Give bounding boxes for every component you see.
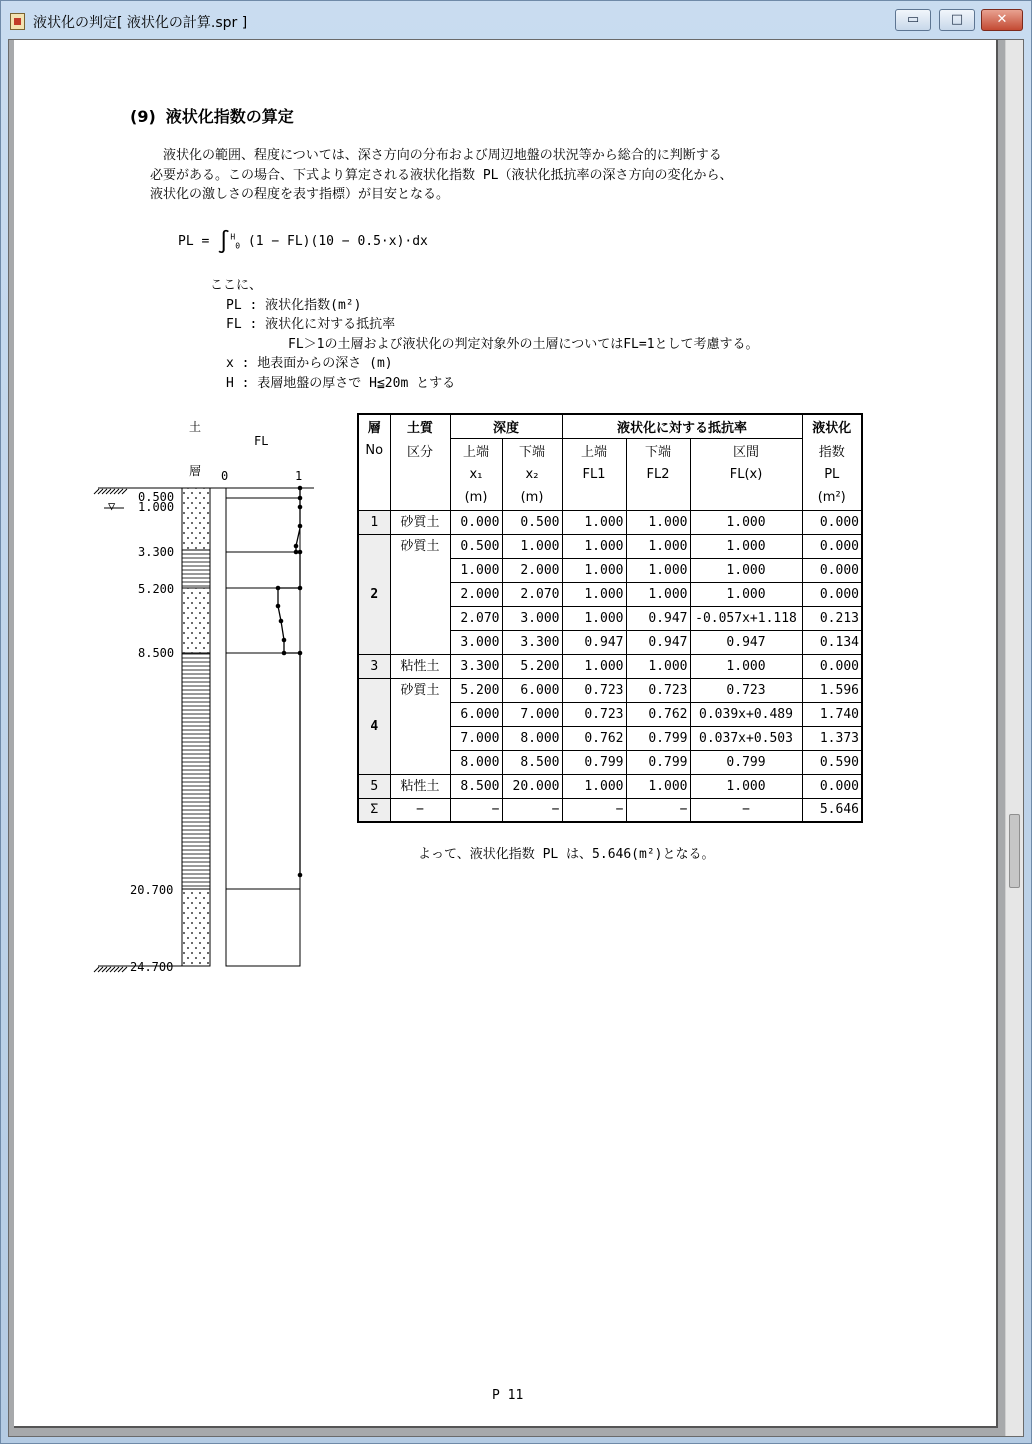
depth-label: 3.300 bbox=[138, 545, 175, 559]
soil-layer-1-2 bbox=[182, 488, 210, 550]
fl-point bbox=[294, 544, 299, 549]
cell-flx: 1.000 bbox=[690, 774, 802, 798]
cell-fl2: 0.799 bbox=[626, 726, 690, 750]
col-pl-unit: (m²) bbox=[802, 486, 862, 510]
cell-x1: 7.000 bbox=[450, 726, 502, 750]
def-h: H : 表層地盤の厚さで H≦20m とする bbox=[226, 375, 456, 391]
paragraph-line: 必要がある。この場合、下式より算定される液状化指数 PL（液状化抵抗率の深さ方向の変化から、 bbox=[150, 167, 733, 183]
col-fl-top: 上端 bbox=[562, 438, 626, 462]
col-fl-bottom: 下端 bbox=[626, 438, 690, 462]
fl-point bbox=[298, 873, 303, 878]
cell-flx: 0.799 bbox=[690, 750, 802, 774]
cell-x2: 3.000 bbox=[502, 606, 562, 630]
cell-fl2: 1.000 bbox=[626, 534, 690, 558]
cell-fl2: − bbox=[626, 798, 690, 822]
section-title: 液状化指数の算定 bbox=[165, 107, 294, 126]
close-button[interactable]: ✕ bbox=[981, 9, 1023, 31]
soil-type: 砂質土 bbox=[390, 510, 450, 534]
cell-fl1: 1.000 bbox=[562, 582, 626, 606]
cell-x2: 2.000 bbox=[502, 558, 562, 582]
soil-type: 粘性土 bbox=[390, 774, 450, 798]
cell-pl: 0.134 bbox=[802, 630, 862, 654]
definitions bbox=[210, 276, 759, 393]
cell-fl2: 1.000 bbox=[626, 582, 690, 606]
col-depth: 深度 bbox=[450, 414, 562, 438]
fl-point bbox=[282, 651, 287, 656]
section-number: (9) bbox=[130, 107, 156, 126]
cell-x2: 0.500 bbox=[502, 510, 562, 534]
window-title: 液状化の判定[ 液状化の計算.spr ] bbox=[33, 15, 248, 31]
cell-pl: 0.213 bbox=[802, 606, 862, 630]
integral-upper: H bbox=[230, 232, 236, 242]
col-fl1: FL1 bbox=[562, 462, 626, 486]
fl-point bbox=[282, 638, 287, 643]
cell-x1: 3.300 bbox=[450, 654, 502, 678]
cell-fl2: 0.947 bbox=[626, 606, 690, 630]
cell-flx: 1.000 bbox=[690, 582, 802, 606]
cell-x2: 6.000 bbox=[502, 678, 562, 702]
cell-fl2: 1.000 bbox=[626, 510, 690, 534]
cell-fl1: 0.799 bbox=[562, 750, 626, 774]
minimize-button[interactable]: ▭ bbox=[895, 9, 931, 31]
definitions-intro: ここに、 bbox=[210, 278, 263, 293]
cell-fl2: 0.799 bbox=[626, 750, 690, 774]
depth-label: 8.500 bbox=[138, 646, 175, 660]
cell-flx: 1.000 bbox=[690, 510, 802, 534]
cell-pl: 0.000 bbox=[802, 510, 862, 534]
layer-no: 5 bbox=[358, 774, 390, 798]
def-fl: FL : 液状化に対する抵抗率 bbox=[226, 317, 396, 332]
cell-x1: 1.000 bbox=[450, 558, 502, 582]
label-soil: 土 bbox=[189, 420, 202, 434]
total-pl: 5.646 bbox=[802, 798, 862, 822]
cell-fl2: 1.000 bbox=[626, 558, 690, 582]
soil-type: 粘性土 bbox=[390, 654, 450, 678]
cell-flx: 1.000 bbox=[690, 654, 802, 678]
cell-flx: -0.057x+1.118 bbox=[690, 606, 802, 630]
cell-x1: 6.000 bbox=[450, 702, 502, 726]
label-layer: 層 bbox=[189, 464, 202, 478]
cell-x1: 5.200 bbox=[450, 678, 502, 702]
cell-fl2: 1.000 bbox=[626, 774, 690, 798]
col-soil2: 区分 bbox=[390, 438, 450, 462]
cell-fl1: 1.000 bbox=[562, 510, 626, 534]
cell-x2: 8.500 bbox=[502, 750, 562, 774]
integral-lower: 0 bbox=[235, 241, 241, 251]
cell-x1: 0.000 bbox=[450, 510, 502, 534]
document-page bbox=[14, 40, 998, 1428]
intro-paragraph bbox=[150, 146, 732, 205]
depth-label: 1.000 bbox=[138, 500, 175, 514]
vertical-scrollbar[interactable] bbox=[1005, 40, 1023, 1436]
cell-x2: 20.000 bbox=[502, 774, 562, 798]
cell-x1: 8.000 bbox=[450, 750, 502, 774]
section-heading bbox=[130, 104, 294, 127]
cell-x2: 5.200 bbox=[502, 654, 562, 678]
cell-flx: 0.037x+0.503 bbox=[690, 726, 802, 750]
col-top: 上端 bbox=[450, 438, 502, 462]
cell-x2: 8.000 bbox=[502, 726, 562, 750]
col-flx: FL(x) bbox=[690, 462, 802, 486]
col-x1-unit: (m) bbox=[450, 486, 502, 510]
formula-rhs: (1 − FL)(10 − 0.5·x)·dx bbox=[247, 234, 428, 249]
cell-x2: − bbox=[502, 798, 562, 822]
fl-point bbox=[276, 586, 281, 591]
fl-point bbox=[298, 496, 303, 501]
cell-fl2: 0.723 bbox=[626, 678, 690, 702]
depth-label: 20.700 bbox=[130, 883, 174, 897]
formula-lhs: PL = bbox=[178, 234, 210, 249]
col-x2-unit: (m) bbox=[502, 486, 562, 510]
cell-pl: 1.373 bbox=[802, 726, 862, 750]
col-index: 液状化 bbox=[802, 414, 862, 438]
app-icon[interactable] bbox=[10, 13, 25, 30]
maximize-button[interactable]: □ bbox=[939, 9, 975, 31]
soil-layer-6 bbox=[182, 889, 210, 966]
cell-flx: 0.947 bbox=[690, 630, 802, 654]
table-row bbox=[358, 774, 862, 798]
paragraph-line: 液状化の範囲、程度については、深さ方向の分布および周辺地盤の状況等から総合的に判断する bbox=[150, 148, 722, 163]
cell-pl: 0.000 bbox=[802, 558, 862, 582]
col-x1: x₁ bbox=[450, 462, 502, 486]
col-layer: 層 bbox=[358, 414, 390, 438]
fl-point bbox=[298, 524, 303, 529]
paragraph-line: 液状化の激しさの程度を表す指標）が目安となる。 bbox=[150, 187, 450, 202]
col-soil: 土質 bbox=[390, 414, 450, 438]
ground-hatch bbox=[94, 489, 127, 494]
table-row bbox=[358, 654, 862, 678]
cell-pl: 0.000 bbox=[802, 654, 862, 678]
cell-pl: 0.000 bbox=[802, 774, 862, 798]
liquefaction-table bbox=[357, 413, 863, 823]
fl-curve bbox=[278, 488, 300, 875]
depth-label: 5.200 bbox=[138, 582, 175, 596]
cell-soil: − bbox=[390, 798, 450, 822]
cell-fl1: − bbox=[562, 798, 626, 822]
sum-row bbox=[358, 798, 862, 822]
cell-pl: 1.740 bbox=[802, 702, 862, 726]
cell-x1: 3.000 bbox=[450, 630, 502, 654]
cell-fl1: 0.723 bbox=[562, 678, 626, 702]
cell-fl2: 0.947 bbox=[626, 630, 690, 654]
cell-x2: 2.070 bbox=[502, 582, 562, 606]
depth-label: 24.700 bbox=[130, 960, 174, 974]
def-pl: PL : 液状化指数(m²) bbox=[226, 297, 362, 313]
cell-fl1: 1.000 bbox=[562, 606, 626, 630]
fl-point bbox=[298, 505, 303, 510]
label-fl: FL bbox=[254, 434, 269, 448]
cell-x2: 3.300 bbox=[502, 630, 562, 654]
fl-point bbox=[298, 550, 303, 555]
fl-point bbox=[294, 550, 299, 555]
table-row bbox=[358, 678, 862, 702]
cell-x1: 8.500 bbox=[450, 774, 502, 798]
cell-fl1: 1.000 bbox=[562, 654, 626, 678]
cell-flx: 1.000 bbox=[690, 534, 802, 558]
def-fl-note: FL＞1の土層および液状化の判定対象外の土層についてはFL=1として考慮する。 bbox=[288, 336, 759, 352]
page-number: P 11 bbox=[492, 1388, 524, 1403]
soil-type: 砂質土 bbox=[390, 534, 450, 654]
cell-fl1: 1.000 bbox=[562, 534, 626, 558]
layer-no: 3 bbox=[358, 654, 390, 678]
cell-x2: 1.000 bbox=[502, 534, 562, 558]
document-viewport bbox=[8, 39, 1024, 1437]
cell-x1: − bbox=[450, 798, 502, 822]
fl-points bbox=[276, 486, 303, 878]
cell-fl1: 0.723 bbox=[562, 702, 626, 726]
fl-point bbox=[276, 604, 281, 609]
cell-x1: 0.500 bbox=[450, 534, 502, 558]
col-pl: PL bbox=[802, 462, 862, 486]
fl-plot-frame bbox=[226, 488, 300, 966]
conclusion-text: よって、液状化指数 PL は、5.646(m²)となる。 bbox=[418, 847, 715, 862]
col-no: No bbox=[358, 438, 390, 462]
groundwater-icon: ▽ bbox=[108, 499, 116, 513]
layer-no: 4 bbox=[358, 678, 390, 774]
soil-layer-4 bbox=[182, 588, 210, 653]
col-index2: 指数 bbox=[802, 438, 862, 462]
title-bar[interactable] bbox=[1, 1, 1031, 39]
table-row bbox=[358, 510, 862, 534]
cell-flx: − bbox=[690, 798, 802, 822]
depth-label: 0.500 bbox=[138, 490, 175, 504]
soil-layer-5 bbox=[182, 653, 210, 889]
table-row bbox=[358, 534, 862, 558]
integral-sign: ∫ bbox=[217, 230, 231, 255]
fl-point bbox=[279, 619, 284, 624]
col-fl: 液状化に対する抵抗率 bbox=[562, 414, 802, 438]
cell-fl2: 0.762 bbox=[626, 702, 690, 726]
fl-point bbox=[298, 486, 303, 491]
cell-pl: 0.000 bbox=[802, 534, 862, 558]
cell-fl1: 0.947 bbox=[562, 630, 626, 654]
cell-pl: 0.590 bbox=[802, 750, 862, 774]
scrollbar-thumb[interactable] bbox=[1009, 814, 1020, 888]
base-hatch bbox=[94, 967, 127, 972]
cell-x1: 2.070 bbox=[450, 606, 502, 630]
cell-pl: 0.000 bbox=[802, 582, 862, 606]
soil-type: 砂質土 bbox=[390, 678, 450, 774]
cell-pl: 1.596 bbox=[802, 678, 862, 702]
fl-point bbox=[298, 586, 303, 591]
cell-fl1: 1.000 bbox=[562, 774, 626, 798]
pl-formula bbox=[178, 230, 428, 255]
col-fl2: FL2 bbox=[626, 462, 690, 486]
cell-fl1: 0.762 bbox=[562, 726, 626, 750]
axis-max-label: 1 bbox=[295, 469, 303, 483]
cell-flx: 1.000 bbox=[690, 558, 802, 582]
cell-x2: 7.000 bbox=[502, 702, 562, 726]
col-interval: 区間 bbox=[690, 438, 802, 462]
cell-fl2: 1.000 bbox=[626, 654, 690, 678]
sum-symbol: Σ bbox=[358, 798, 390, 822]
cell-flx: 0.039x+0.489 bbox=[690, 702, 802, 726]
cell-flx: 0.723 bbox=[690, 678, 802, 702]
col-x2: x₂ bbox=[502, 462, 562, 486]
cell-fl1: 1.000 bbox=[562, 558, 626, 582]
axis-min-label: 0 bbox=[221, 469, 229, 483]
cell-x1: 2.000 bbox=[450, 582, 502, 606]
fl-point bbox=[298, 651, 303, 656]
layer-no: 1 bbox=[358, 510, 390, 534]
layer-no: 2 bbox=[358, 534, 390, 654]
def-x: x : 地表面からの深さ (m) bbox=[226, 356, 393, 371]
col-bottom: 下端 bbox=[502, 438, 562, 462]
soil-layer-3 bbox=[182, 550, 210, 588]
